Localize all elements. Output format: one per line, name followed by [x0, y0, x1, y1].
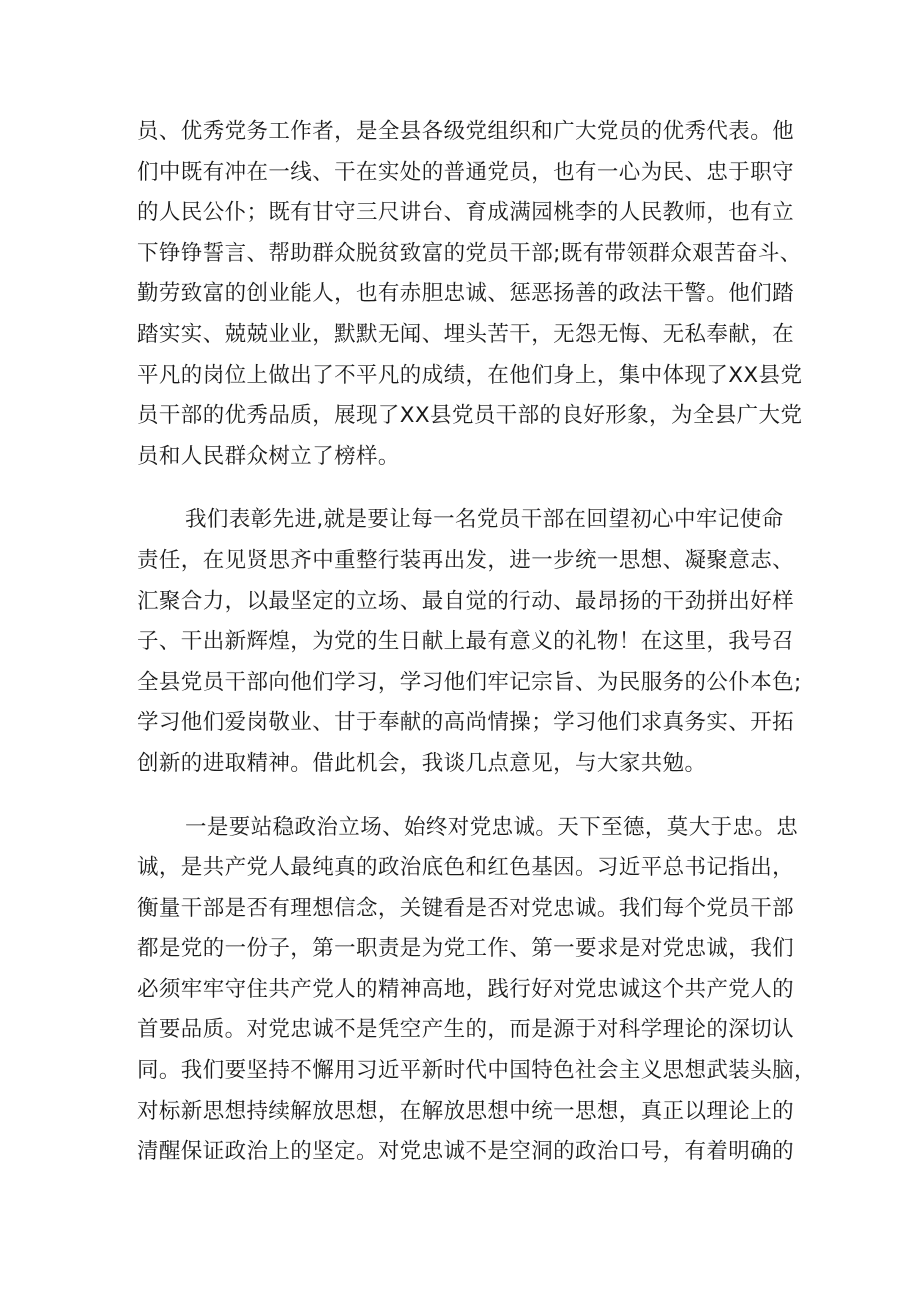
text-line: 全县党员干部向他们学习，学习他们牢记宗旨、为民服务的公仆本色;	[137, 669, 802, 695]
text-line: 对标新思想持续解放思想，在解放思想中统一思想，真正以理论上的	[137, 1098, 795, 1124]
text-line: 勤劳致富的创业能人，也有赤胆忠诚、惩恶扬善的政法干警。他们踏	[137, 281, 795, 307]
text-line: 一是要站稳政治立场、始终对党忠诚。天下至德，莫大于忠。忠	[185, 814, 799, 840]
document-body	[137, 112, 816, 1173]
text-line: 的人民公仆；既有甘守三尺讲台、育成满园桃李的人民教师，也有立	[137, 200, 795, 226]
text-line: 必须牢牢守住共产党人的精神高地，践行好对党忠诚这个共产党人的	[137, 976, 795, 1002]
text-line: 子、干出新辉煌，为党的生日献上最有意义的礼物！在这里，我号召	[137, 629, 795, 655]
text-line: 下铮铮誓言、帮助群众脱贫致富的党员干部;既有带领群众艰苦奋斗、	[137, 240, 802, 266]
text-line: 员干部的优秀品质，展现了XX县党员干部的良好形象，为全县广大党	[137, 403, 803, 429]
text-line: 创新的进取精神。借此机会，我谈几点意见，与大家共勉。	[137, 750, 707, 776]
text-line: 衡量干部是否有理想信念，关键看是否对党忠诚。我们每个党员干部	[137, 895, 795, 921]
text-line: 们中既有冲在一线、干在实处的普通党员，也有一心为民、忠于职守	[137, 159, 795, 185]
text-line: 首要品质。对党忠诚不是凭空产生的，而是源于对科学理论的深切认	[137, 1017, 795, 1043]
text-line: 我们表彰先进,就是要让每一名党员干部在回望初心中牢记使命	[185, 507, 784, 533]
text-line: 责任，在见贤思齐中重整行装再出发，进一步统一思想、凝聚意志、	[137, 547, 795, 573]
text-line: 员、优秀党务工作者，是全县各级党组织和广大党员的优秀代表。他	[137, 119, 795, 144]
text-line: 学习他们爱岗敬业、甘于奉献的高尚情操；学习他们求真务实、开拓	[137, 710, 795, 736]
paragraph-political-loyalty	[137, 808, 816, 1173]
text-line: 踏实实、兢兢业业，默默无闻、埋头苦干，无怨无悔、无私奉献，在	[137, 321, 795, 347]
text-line: 汇聚合力，以最坚定的立场、最自觉的行动、最昂扬的干劲拼出好样	[137, 588, 795, 614]
text-line: 员和人民群众树立了榜样。	[137, 443, 400, 469]
text-line: 都是党的一份子，第一职责是为党工作、第一要求是对党忠诚，我们	[137, 936, 795, 962]
text-line: 同。我们要坚持不懈用习近平新时代中国特色社会主义思想武装头脑，	[137, 1058, 816, 1084]
paragraph-learn-from-models	[137, 500, 802, 784]
text-line: 清醒保证政治上的坚定。对党忠诚不是空洞的政治口号，有着明确的	[137, 1139, 795, 1165]
text-line: 诚，是共产党人最纯真的政治底色和红色基因。习近平总书记指出，	[137, 855, 795, 881]
text-line: 平凡的岗位上做出了不平凡的成绩，在他们身上，集中体现了XX县党	[137, 362, 803, 388]
paragraph-commendation-intro	[137, 112, 803, 477]
